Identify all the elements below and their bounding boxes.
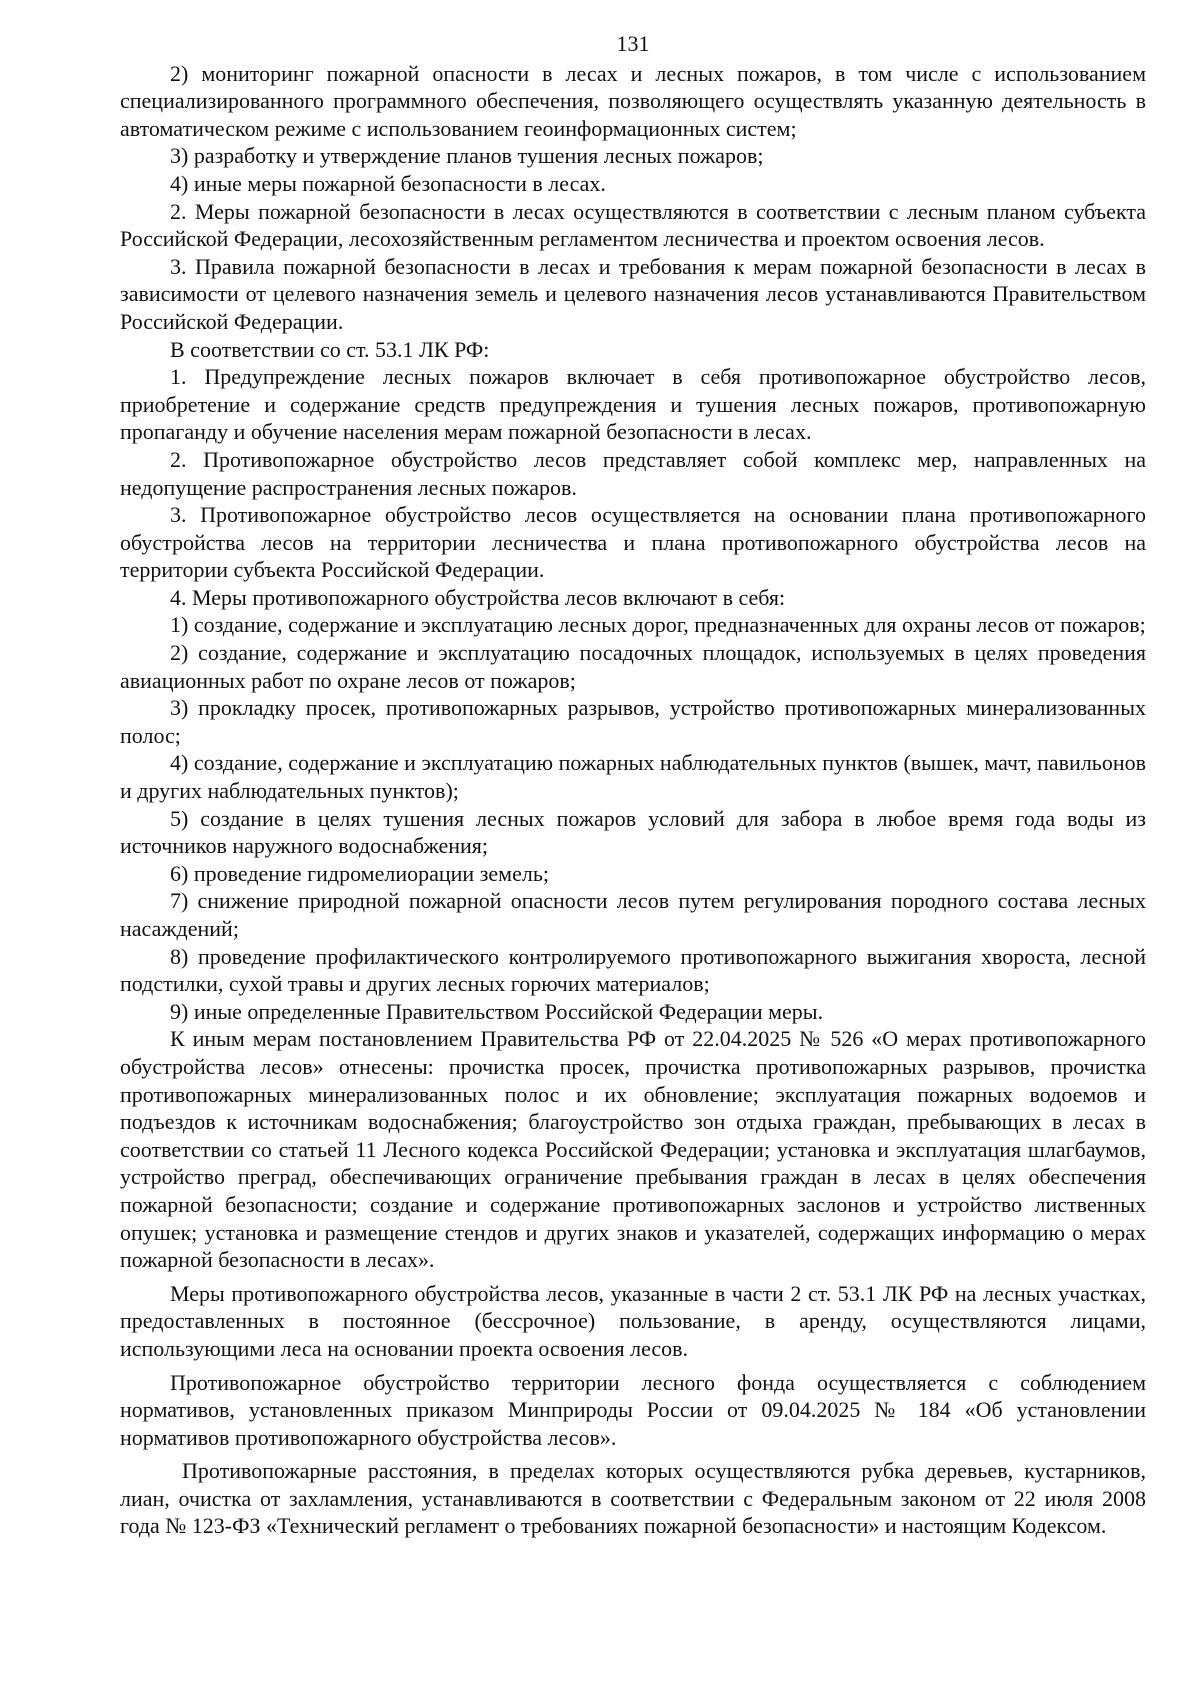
page-number: 131 bbox=[616, 31, 650, 56]
paragraph-standards: Противопожарное обустройство территории лесного фонда осуществляется с соблюдением нормативов, установленных приказом Минприроды России от 09.04.2025 № 184 «Об установлении нормативов противопожарного обустройства лесов». bbox=[120, 1369, 1146, 1450]
paragraph-arrangement-basis: 3. Противопожарное обустройство лесов осуществляется на основании плана противопожарного обустройства лесов на территории лесничества и плана противопожарного обустройства лесов на территории субъекта Российской Федерации. bbox=[120, 502, 1146, 583]
paragraph-prevention: 1. Предупреждение лесных пожаров включает в себя противопожарное обустройство лесов, приобретение и содержание средств предупреждения и тушения лесных пожаров, противопожарную пропаганду и обучение населения мерам пожарной безопасности в лесах. bbox=[120, 364, 1146, 445]
list-item-clearings: 3) прокладку просек, противопожарных разрывов, устройство противопожарных минерализованных полос; bbox=[120, 695, 1146, 748]
paragraph-fire-distances: Противопожарные расстояния, в пределах которых осуществляются рубка деревьев, кустарников, лиан, очистка от захламления, устанавливаются в соответствии с Федеральным законом от 22 июля 2008 года № 123-ФЗ «Технический регламент о требованиях пожарной безопасности» и настоящим Кодексом. bbox=[120, 1458, 1146, 1539]
list-item-controlled-burning: 8) проведение профилактического контролируемого противопожарного выжигания хвороста, лесной подстилки, сухой травы и других лесных горючих материалов; bbox=[120, 943, 1146, 997]
paragraph-monitoring: 2) мониторинг пожарной опасности в лесах и лесных пожаров, в том числе с использованием специализированного программного обеспечения, позволяющего осуществлять указанную деятельность в автоматическом режиме с использованием геоинформационных систем; bbox=[120, 60, 1146, 141]
paragraph-plans: 3) разработку и утверждение планов тушения лесных пожаров; bbox=[170, 143, 764, 169]
list-item-other: 9) иные определенные Правительством Российской Федерации меры. bbox=[170, 998, 824, 1024]
paragraph-article-reference: В соответствии со ст. 53.1 ЛК РФ: bbox=[170, 336, 490, 362]
list-item-landing-sites: 2) создание, содержание и эксплуатацию посадочных площадок, используемых в целях проведения авиационных работ по охране лесов от пожаров; bbox=[120, 640, 1146, 693]
paragraph-measures-implementation: 2. Меры пожарной безопасности в лесах осуществляются в соответствии с лесным планом субъекта Российской Федерации, лесохозяйственным регламентом лесничества и проектом освоения лесов. bbox=[120, 198, 1146, 252]
paragraph-other-measures: 4) иные меры пожарной безопасности в лесах. bbox=[170, 170, 606, 196]
document-page bbox=[120, 30, 1146, 1540]
paragraph-fire-safety-rules: 3. Правила пожарной безопасности в лесах и требования к мерам пожарной безопасности в лесах в зависимости от целевого назначения земель и целевого назначения лесов устанавливаются Правительством Российской Федерации. bbox=[120, 253, 1146, 334]
list-item-water-supply: 5) создание в целях тушения лесных пожаров условий для забора в любое время года воды из источников наружного водоснабжения; bbox=[120, 805, 1146, 859]
list-item-hazard-reduction: 7) снижение природной пожарной опасности лесов путем регулирования породного состава лесных насаждений; bbox=[120, 888, 1146, 941]
list-item-land-reclamation: 6) проведение гидромелиорации земель; bbox=[170, 860, 549, 886]
paragraph-forest-users: Меры противопожарного обустройства лесов, указанные в части 2 ст. 53.1 ЛК РФ на лесных участках, предоставленных в постоянное (бессрочное) пользование, в аренду, осуществляются лицами, использующими леса на основании проекта освоения лесов. bbox=[120, 1280, 1146, 1361]
paragraph-arrangement-definition: 2. Противопожарное обустройство лесов представляет собой комплекс мер, направленных на недопущение распространения лесных пожаров. bbox=[120, 446, 1146, 500]
list-item-observation-points: 4) создание, содержание и эксплуатацию пожарных наблюдательных пунктов (вышек, мачт, павильонов и других наблюдательных пунктов); bbox=[120, 750, 1146, 804]
paragraph-arrangement-measures: 4. Меры противопожарного обустройства лесов включают в себя: bbox=[170, 584, 786, 610]
paragraph-government-decree: К иным мерам постановлением Правительства РФ от 22.04.2025 № 526 «О мерах противопожарного обустройства лесов» отнесены: прочистка просек, прочистка противопожарных разрывов, прочистка противопожарных минерализованных полос и их обновление; эксплуатация пожарных водоемов и подъездов к источникам водоснабжения; благоустройство зон отдыха граждан, пребывающих в лесах в соответствии со статьей 11 Лесного кодекса Российской Федерации; установка и эксплуатация шлагбаумов, устройство преград, обеспечивающих ограничение пребывания граждан в лесах в целях обеспечения пожарной безопасности; создание и содержание противопожарных заслонов и устройство лиственных опушек; установка и размещение стендов и других знаков и указателей, содержащих информацию о мерах пожарной безопасности в лесах». bbox=[120, 1026, 1146, 1273]
list-item-roads: 1) создание, содержание и эксплуатацию лесных дорог, предназначенных для охраны лесов от пожаров; bbox=[170, 612, 1146, 638]
